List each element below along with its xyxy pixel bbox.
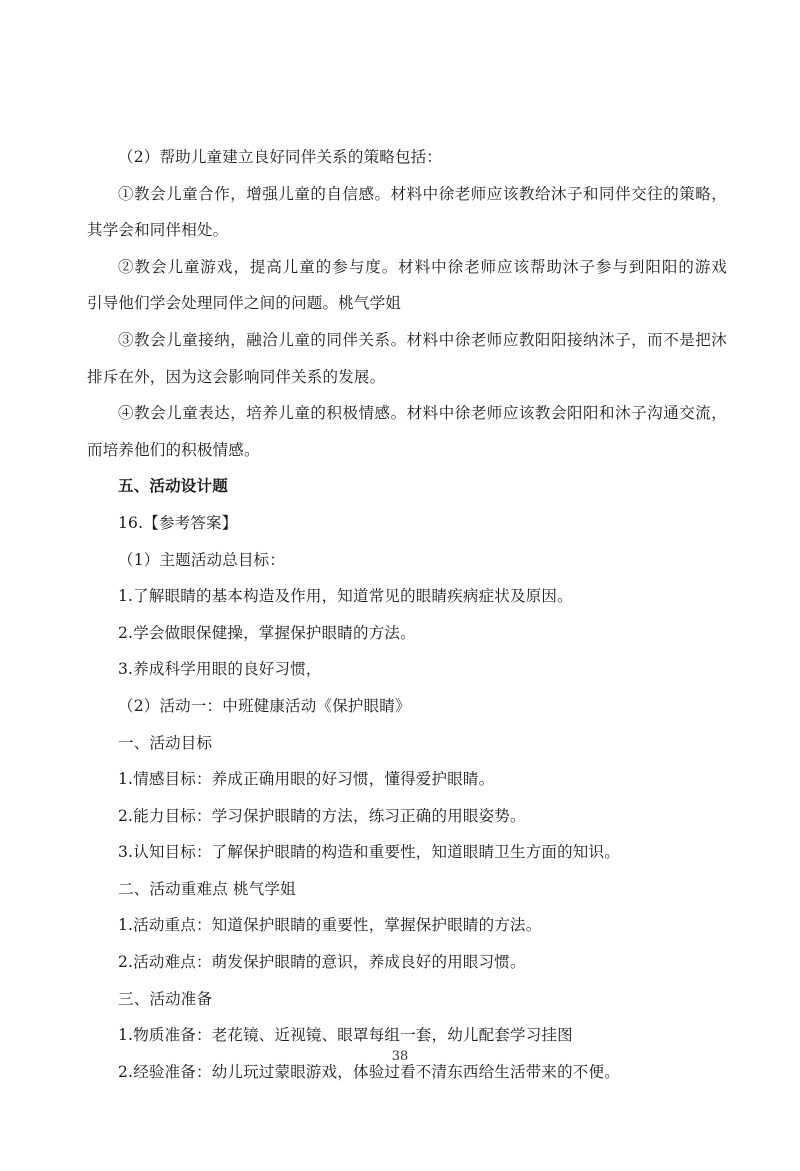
preparation-heading: 三、活动准备 (118, 989, 213, 1008)
strategy-4-line-1: ④教会儿童表达，培养儿童的积极情感。材料中徐老师应该教会阳阳和沐子沟通交流， (118, 404, 727, 423)
strategy-2-line-2: 引导他们学会处理同伴之间的问题。桃气学姐 (87, 294, 402, 313)
overall-goal-3: 3.养成科学用眼的良好习惯， (118, 660, 322, 679)
difficult-point: 2.活动难点：萌发保护眼睛的意识，养成良好的用眼习惯。 (118, 953, 526, 972)
strategy-2-line-1: ②教会儿童游戏，提高儿童的参与度。材料中徐老师应该帮助沐子参与到阳阳的游戏 (118, 257, 727, 276)
experience-preparation: 2.经验准备：幼儿玩过蒙眼游戏，体验过看不清东西给生活带来的不便。 (118, 1062, 620, 1081)
overall-goal-1: 1.了解眼睛的基本构造及作用，知道常见的眼睛疾病症状及原因。 (118, 587, 573, 606)
material-preparation: 1.物质准备：老花镜、近视镜、眼罩每组一套，幼儿配套学习挂图 (118, 1026, 573, 1045)
activity-one-title: （2）活动一：中班健康活动《保护眼睛》 (118, 696, 411, 715)
emotion-goal: 1.情感目标：养成正确用眼的好习惯，懂得爱护眼睛。 (118, 770, 495, 789)
key-point: 1.活动重点：知道保护眼睛的重要性，掌握保护眼睛的方法。 (118, 916, 542, 935)
document-body (87, 139, 727, 1090)
strategy-3-line-1: ③教会儿童接纳，融洽儿童的同伴关系。材料中徐老师应教阳阳接纳沐子，而不是把沐 (118, 330, 727, 349)
activity-goals-heading: 一、活动目标 (118, 733, 213, 752)
strategy-1-line-1: ①教会儿童合作，增强儿童的自信感。材料中徐老师应该教给沐子和同伴交往的策略， (118, 184, 727, 203)
key-points-heading: 二、活动重难点 桃气学姐 (118, 879, 296, 898)
strategy-heading: （2）帮助儿童建立良好同伴关系的策略包括： (118, 148, 443, 166)
strategy-3-line-2: 排斥在外，因为这会影响同伴关系的发展。 (87, 367, 386, 386)
ability-goal: 2.能力目标：学习保护眼睛的方法，练习正确的用眼姿势。 (118, 806, 526, 825)
question-16-label: 16.【参考答案】 (118, 513, 238, 532)
strategy-4-line-2: 而培养他们的积极情感。 (87, 440, 260, 459)
overall-goal-2: 2.学会做眼保健操，掌握保护眼睛的方法。 (118, 623, 416, 642)
cognition-goal: 3.认知目标：了解保护眼睛的构造和重要性，知道眼睛卫生方面的知识。 (118, 843, 620, 862)
section-heading-activity-design: 五、活动设计题 (118, 476, 228, 496)
overall-goal-heading: （1）主题活动总目标： (118, 550, 286, 569)
strategy-1-line-2: 其学会和同伴相处。 (87, 221, 229, 240)
page-number: 38 (391, 1049, 409, 1064)
